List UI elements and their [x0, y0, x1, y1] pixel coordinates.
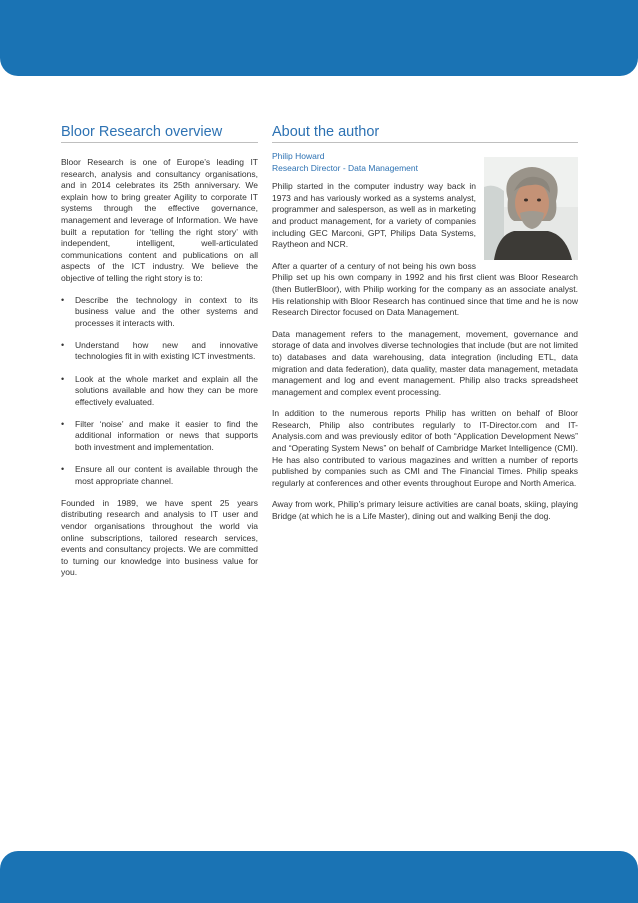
bloor-overview-column: [61, 123, 258, 589]
objectives-list: [61, 295, 258, 488]
list-item: • Look at the whole market and explain all the solutions available and how they can be more effectively evaluated.: [61, 373, 258, 407]
author-photo: [484, 157, 578, 260]
author-paragraph: Data management refers to the management, movement, governance and storage of data and involves diverse technologies that include (but are not limited to) databases and data warehousing, data integration (including ETL, data migration and data federation), data quality, master data management, metadata management and log and event management. Philip also tracks spreadsheet management and complex event processing.: [272, 328, 578, 397]
list-item: • Understand how new and innovative technologies fit in with existing ICT investments.: [61, 339, 258, 362]
author-paragraph: After a quarter of a century of not being his own boss Philip set up his own company in 1992 and his first client was Bloor Research (then ButlerBloor), with Philip working for the company as an associate analyst. His relationship with Bloor Research has continued since that time and he is now Research Director focused on Data Management.: [272, 260, 578, 318]
bottom-banner: [0, 851, 638, 903]
overview-closing: Founded in 1989, we have spent 25 years distributing research and analysis to IT user and vendor organisations throughout the world via online subscriptions, tailored research services, events and consultancy projects. We are committed to turning our knowledge into business value for you.: [61, 497, 258, 578]
bullet-icon: •: [61, 373, 65, 384]
list-item: • Ensure all our content is available through the most appropriate channel.: [61, 464, 258, 486]
bullet-icon: •: [61, 339, 65, 350]
author-name: Philip Howard: [272, 151, 325, 161]
author-role: Research Director - Data Management: [272, 162, 418, 173]
about-author-column: [272, 123, 578, 533]
bullet-icon: •: [61, 464, 65, 475]
author-heading: About the author: [272, 123, 578, 143]
overview-intro: Bloor Research is one of Europe’s leading IT research, analysis and consultancy organisations, and in 2014 celebrates its 25th anniversary. We explain how to bring greater Agility to corporate IT systems through the effective governance, management and leverage of Information. We have built a reputation for ‘telling the right story’ with independent, intelligent, well-articulated communications content and publications on all aspects of the ICT industry. We believe the objective of telling the right story is to:: [61, 157, 258, 283]
list-item: • Describe the technology in context to its business value and the other systems and processes it interacts with.: [61, 294, 258, 328]
overview-heading: Bloor Research overview: [61, 123, 258, 143]
author-paragraph: Philip started in the computer industry way back in 1973 and has variously worked as a systems analyst, programmer and salesperson, as well as in marketing and product management, for a variety of companies including GEC Marconi, GPT, Philips Data Systems, Raytheon and NCR.: [272, 181, 476, 250]
top-banner: [0, 0, 638, 76]
bullet-icon: •: [61, 418, 65, 429]
author-paragraph: Away from work, Philip’s primary leisure activities are canal boats, skiing, playing Bridge (at which he is a Life Master), dining out and walking Benji the dog.: [272, 499, 578, 522]
list-item: • Filter ‘noise’ and make it easier to find the additional information or news that supports both investment and implementation.: [61, 418, 258, 452]
author-portrait-icon: [484, 157, 578, 260]
bullet-icon: •: [61, 294, 65, 305]
author-paragraph: In addition to the numerous reports Philip has written on behalf of Bloor Research, Philip also contributes regularly to IT-Director.com and IT-Analysis.com and was previously editor of both “Application Development News” and “Operating System News” on behalf of Cambridge Market Intelligence (CMI). He has also contributed to various magazines and written a number of reports published by companies such as CMI and The Financial Times. Philip speaks regularly at conferences and other events throughout Europe and North America.: [272, 408, 578, 488]
